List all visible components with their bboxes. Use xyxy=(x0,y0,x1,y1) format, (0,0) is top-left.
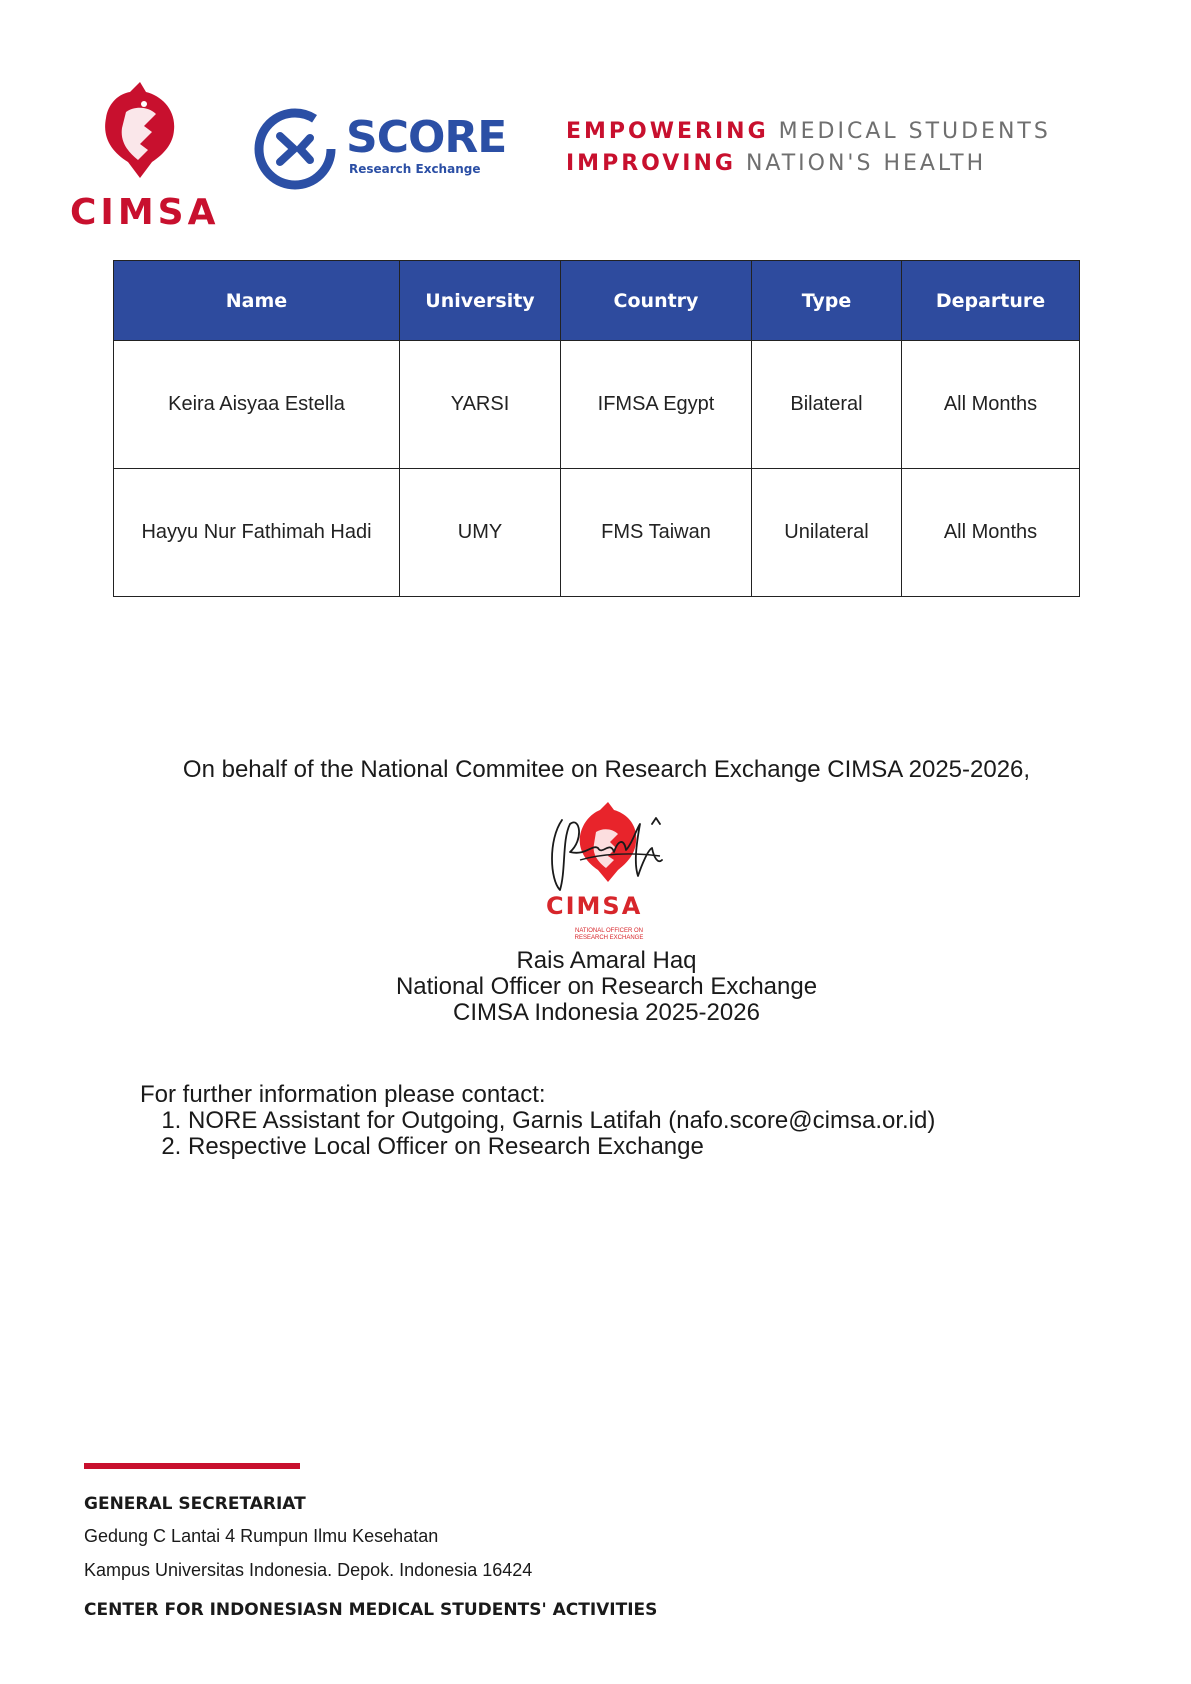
signer-block xyxy=(0,948,1191,1026)
score-logo-text: SCORE xyxy=(346,112,507,163)
table-row xyxy=(114,469,1080,597)
cell-departure: All Months xyxy=(902,469,1080,597)
column-header-departure: Departure xyxy=(902,261,1080,341)
score-exchange-icon xyxy=(250,104,340,194)
tagline-rest-2: NATION'S HEALTH xyxy=(745,151,987,176)
cell-country: FMS Taiwan xyxy=(561,469,752,597)
signer-title: National Officer on Research Exchange xyxy=(395,973,818,1000)
column-header-country: Country xyxy=(561,261,752,341)
column-header-university: University xyxy=(400,261,561,341)
cell-type: Bilateral xyxy=(752,341,902,469)
list-item: 2. Respective Local Officer on Research Exchange xyxy=(188,1134,935,1160)
tagline-bold-2: IMPROVING xyxy=(566,151,736,176)
cell-university: UMY xyxy=(400,469,561,597)
cimsa-logo-text: CIMSA xyxy=(70,192,220,233)
column-header-name: Name xyxy=(114,261,400,341)
tagline-line-1 xyxy=(566,116,1051,148)
cell-name: Hayyu Nur Fathimah Hadi xyxy=(114,469,400,597)
tagline-line-2 xyxy=(566,148,1051,180)
footer-org-name: CENTER FOR INDONESIASN MEDICAL STUDENTS' ACTIVITIES xyxy=(84,1600,658,1620)
score-logo-subtext: Research Exchange xyxy=(349,162,481,176)
tagline-rest-1: MEDICAL STUDENTS xyxy=(778,119,1051,144)
footer-address-1: Gedung C Lantai 4 Rumpun Ilmu Kesehatan xyxy=(84,1526,439,1546)
contact-list xyxy=(188,1108,935,1160)
cell-name: Keira Aisyaa Estella xyxy=(114,341,400,469)
contact-block xyxy=(140,1082,935,1160)
signature-stamp xyxy=(540,800,676,946)
signer-name: Rais Amaral Haq xyxy=(516,947,697,974)
column-header-type: Type xyxy=(752,261,902,341)
cell-type: Unilateral xyxy=(752,469,902,597)
tagline-bold-1: EMPOWERING xyxy=(566,119,769,144)
signer-org: CIMSA Indonesia 2025-2026 xyxy=(453,999,760,1026)
cimsa-logo xyxy=(70,82,220,233)
list-item: 1. NORE Assistant for Outgoing, Garnis Latifah (nafo.score@cimsa.or.id) xyxy=(188,1108,935,1134)
footer-address-2: Kampus Universitas Indonesia. Depok. Indonesia 16424 xyxy=(84,1560,533,1580)
stamp-subtext: NATIONAL OFFICER ON RESEARCH EXCHANGE xyxy=(574,928,644,941)
footer-heading: GENERAL SECRETARIAT xyxy=(84,1494,306,1514)
footer-divider xyxy=(84,1463,300,1469)
tagline xyxy=(566,116,1051,180)
participants-table xyxy=(113,260,1080,597)
behalf-statement: On behalf of the National Commitee on Research Exchange CIMSA 2025-2026, xyxy=(182,756,1031,783)
score-logo xyxy=(250,104,510,194)
cell-university: YARSI xyxy=(400,341,561,469)
cell-country: IFMSA Egypt xyxy=(561,341,752,469)
cimsa-bird-icon xyxy=(100,82,180,187)
stamp-text: CIMSA xyxy=(546,892,643,920)
table-header-row xyxy=(114,261,1080,341)
table-row xyxy=(114,341,1080,469)
cell-departure: All Months xyxy=(902,341,1080,469)
contact-intro: For further information please contact: xyxy=(140,1081,546,1108)
